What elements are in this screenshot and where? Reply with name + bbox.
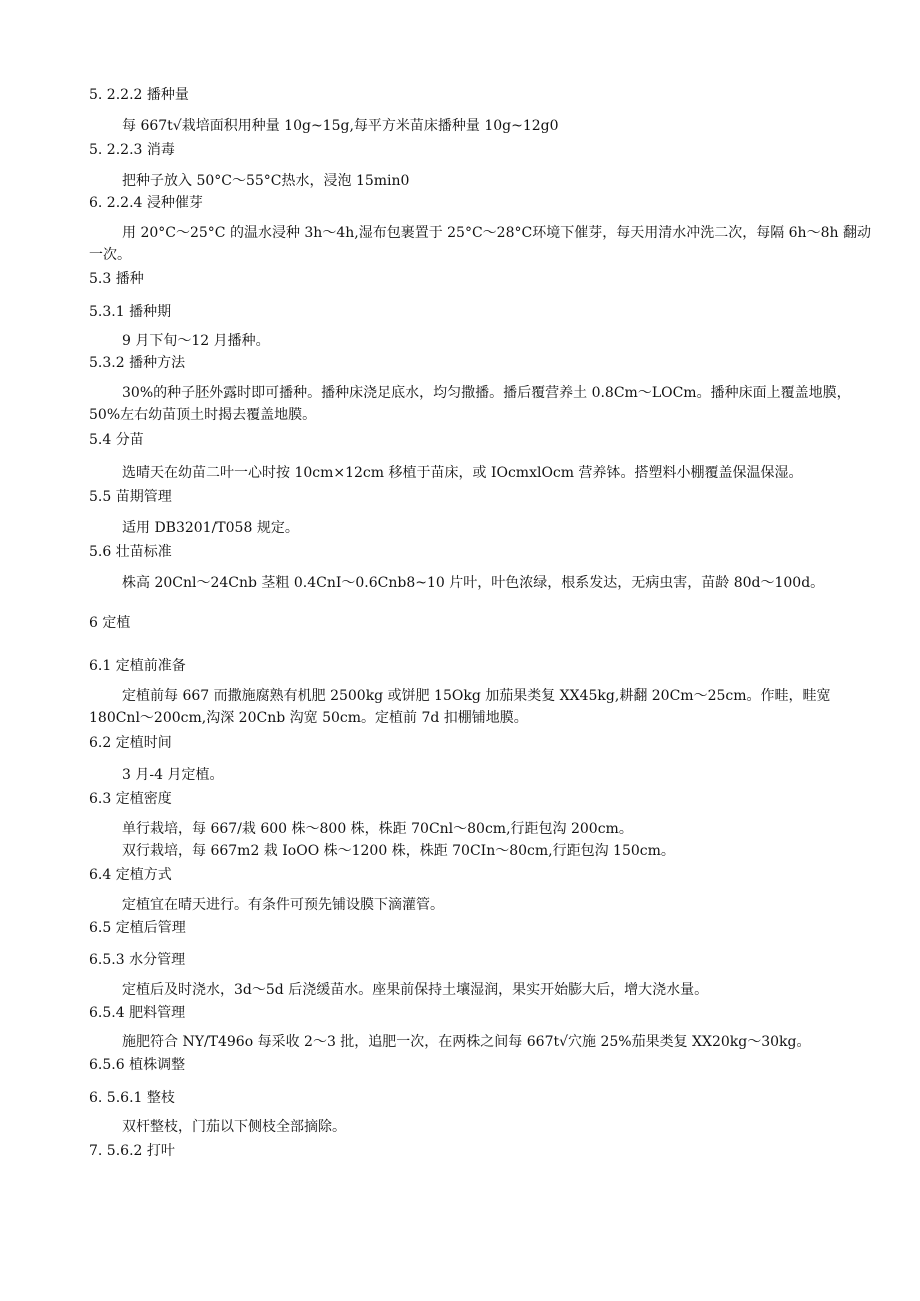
section-heading: 6.1 定植前准备	[89, 658, 186, 674]
section-heading: 5.4 分苗	[89, 432, 144, 448]
section-heading: 5.5 苗期管理	[89, 489, 172, 505]
chapter-heading: 6 定植	[89, 615, 131, 631]
paragraph: 9 月下旬～12 月播种。	[122, 333, 270, 349]
paragraph: 选晴天在幼苗二叶一心时按 10cm×12cm 移植于苗床，或 IOcmxlOcm 营养钵。搭塑料小棚覆盖保温保湿。	[122, 465, 803, 481]
section-heading: 6.2 定植时间	[89, 735, 172, 751]
paragraph: 单行栽培，每 667/栽 600 株～800 株，株距 70Cnl～80cm,行距包沟 200cm。	[122, 821, 633, 837]
paragraph: 每 667t√栽培面积用种量 10g~15g,每平方米苗床播种量 10g~12g0	[122, 118, 559, 134]
paragraph: 用 20°C～25°C 的温水浸种 3h～4h,湿布包裹置于 25°C～28°C环境下催芽，每天用清水冲洗二次，每隔 6h～8h 翻动一次。	[89, 225, 871, 263]
paragraph: 3 月-4 月定植。	[122, 767, 224, 783]
paragraph: 适用 DB3201/T058 规定。	[122, 520, 299, 536]
paragraph: 定植宜在晴天进行。有条件可预先铺设膜下滴灌管。	[122, 897, 444, 913]
paragraph: 定植后及时浇水，3d～5d 后浇缓苗水。座果前保持土壤湿润，果实开始膨大后，增大浇水量。	[122, 982, 709, 998]
paragraph: 双行栽培，每 667m2 栽 IoOO 株～1200 株，株距 70CIn～80cm,行距包沟 150cm。	[122, 843, 675, 859]
section-heading: 6. 2.2.4 浸种催芽	[89, 195, 203, 211]
paragraph: 定植前每 667 而撒施腐熟有机肥 2500kg 或饼肥 15Okg 加茄果类复 XX45kg,耕翻 20Cm～25cm。作畦，畦宽 180Cnl～200cm,沟深 20Cnb 沟宽 50cm。定植前 7d 扣棚铺地膜。	[89, 688, 831, 726]
section-heading: 6. 5.6.1 整枝	[89, 1090, 175, 1106]
section-heading: 5.3.1 播种期	[89, 304, 172, 320]
section-heading: 5.3 播种	[89, 271, 144, 287]
paragraph: 双杆整枝，门茄以下侧枝全部摘除。	[122, 1119, 346, 1135]
section-heading: 6.3 定植密度	[89, 791, 172, 807]
section-heading: 5.6 壮苗标准	[89, 544, 172, 560]
section-heading: 6.5.4 肥料管理	[89, 1005, 186, 1021]
section-heading: 5. 2.2.2 播种量	[89, 87, 189, 103]
paragraph: 把种子放入 50°C～55°C热水，浸泡 15min0	[122, 173, 410, 189]
paragraph: 施肥符合 NY/T496o 每采收 2～3 批，追肥一次，在两株之间每 667t√穴施 25%茄果类复 XX20kg～30kg。	[122, 1034, 811, 1050]
section-heading: 6.4 定植方式	[89, 867, 172, 883]
section-heading: 6.5.3 水分管理	[89, 952, 186, 968]
section-heading: 6.5.6 植株调整	[89, 1057, 186, 1073]
section-heading: 5.3.2 播种方法	[89, 355, 186, 371]
section-heading: 5. 2.2.3 消毒	[89, 142, 175, 158]
section-heading: 7. 5.6.2 打叶	[89, 1143, 175, 1159]
paragraph: 30%的种子胚外露时即可播种。播种床浇足底水，均匀撒播。播后覆营养土 0.8Cm～LOCm。播种床面上覆盖地膜，50%左右幼苗顶土时揭去覆盖地膜。	[89, 385, 851, 423]
paragraph: 株高 20Cnl～24Cnb 茎粗 0.4CnI～0.6Cnb8~10 片叶，叶色浓绿，根系发达，无病虫害，苗龄 80d～100d。	[122, 575, 825, 591]
section-heading: 6.5 定植后管理	[89, 920, 186, 936]
